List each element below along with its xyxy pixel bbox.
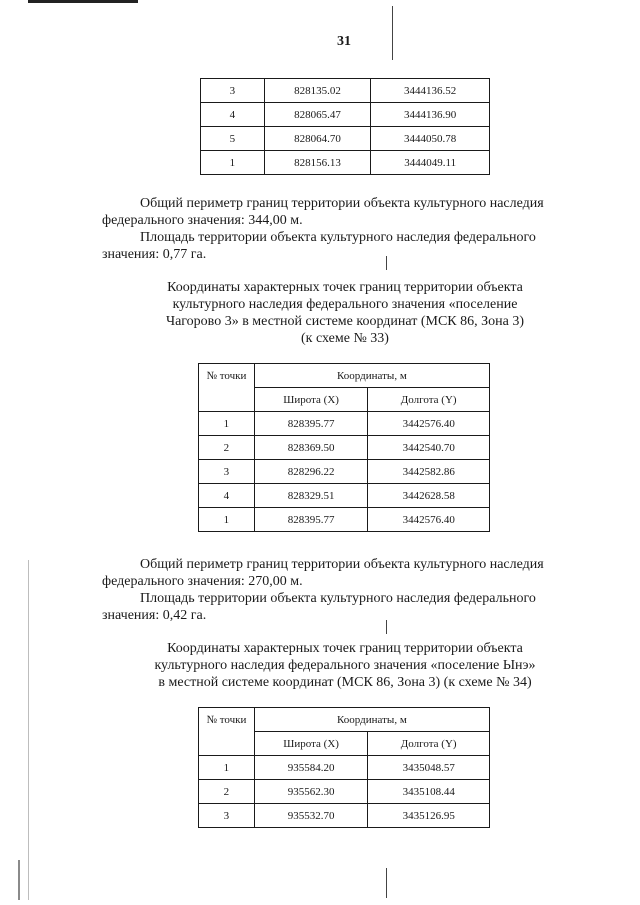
area-text-line: Площадь территории объекта культурного наследия федерального — [140, 591, 536, 606]
latitude-cell: 828369.50 — [254, 436, 368, 460]
latitude-cell: 935584.20 — [254, 756, 368, 780]
section-heading — [112, 279, 578, 347]
longitude-cell: 3442540.70 — [368, 436, 490, 460]
longitude-header: Долгота (Y) — [368, 388, 490, 412]
point-number-cell: 4 — [199, 484, 255, 508]
perimeter-text-line: Общий периметр границ территории объекта культурного наследия — [140, 557, 544, 572]
scan-edge-mark — [392, 6, 393, 60]
coordinates-table-continuation — [200, 78, 490, 175]
table-row — [201, 79, 490, 103]
section-heading — [112, 640, 578, 691]
longitude-cell: 3444050.78 — [371, 127, 490, 151]
table-row — [199, 412, 490, 436]
latitude-cell: 828395.77 — [254, 412, 368, 436]
point-number-cell: 3 — [199, 804, 255, 828]
heading-line: Чагорово 3» в местной системе координат (МСК 86, Зона 3) — [165, 314, 525, 329]
latitude-cell: 828296.22 — [254, 460, 368, 484]
longitude-cell: 3442628.58 — [368, 484, 490, 508]
longitude-cell: 3435126.95 — [368, 804, 490, 828]
perimeter-text-line: Общий периметр границ территории объекта культурного наследия — [140, 196, 544, 211]
latitude-cell: 935562.30 — [254, 780, 368, 804]
page-number: 31 — [337, 34, 351, 49]
coordinates-table-scheme-33 — [198, 363, 490, 532]
longitude-cell: 3444136.52 — [371, 79, 490, 103]
longitude-cell: 3435108.44 — [368, 780, 490, 804]
table-row — [199, 436, 490, 460]
longitude-cell: 3442582.86 — [368, 460, 490, 484]
table-row — [201, 151, 490, 175]
point-number-cell: 5 — [201, 127, 265, 151]
area-text-line: Площадь территории объекта культурного наследия федерального — [140, 230, 536, 245]
point-number-header: № точки — [199, 708, 255, 756]
table-row — [201, 127, 490, 151]
point-number-cell: 2 — [199, 436, 255, 460]
coordinates-table-scheme-34 — [198, 707, 490, 828]
perimeter-paragraph — [102, 556, 586, 590]
point-number-cell: 1 — [201, 151, 265, 175]
heading-line: в местной системе координат (МСК 86, Зона 3) (к схеме № 34) — [158, 675, 532, 690]
table-row — [199, 756, 490, 780]
point-number-cell: 2 — [199, 780, 255, 804]
area-paragraph — [102, 590, 586, 624]
table-row — [199, 460, 490, 484]
latitude-cell: 828156.13 — [264, 151, 371, 175]
area-text-line: значения: 0,77 га. — [102, 247, 207, 262]
longitude-cell: 3442576.40 — [368, 412, 490, 436]
latitude-cell: 828395.77 — [254, 508, 368, 532]
table-row — [199, 780, 490, 804]
point-number-cell: 1 — [199, 412, 255, 436]
latitude-header: Широта (X) — [254, 388, 368, 412]
table-row — [199, 804, 490, 828]
longitude-cell: 3435048.57 — [368, 756, 490, 780]
point-number-cell: 4 — [201, 103, 265, 127]
scan-edge-mark — [18, 860, 20, 900]
latitude-cell: 935532.70 — [254, 804, 368, 828]
point-number-cell: 1 — [199, 508, 255, 532]
perimeter-paragraph — [102, 195, 586, 229]
latitude-cell: 828135.02 — [264, 79, 371, 103]
table-row — [201, 103, 490, 127]
latitude-cell: 828329.51 — [254, 484, 368, 508]
table-row — [199, 484, 490, 508]
heading-line: Координаты характерных точек границ территории объекта — [167, 280, 523, 295]
table-header-row — [199, 364, 490, 388]
coordinates-header: Координаты, м — [254, 708, 489, 732]
heading-line: культурного наследия федерального значения «поселение — [172, 297, 518, 312]
longitude-header: Долгота (Y) — [368, 732, 490, 756]
coordinates-header: Координаты, м — [254, 364, 489, 388]
area-text-line: значения: 0,42 га. — [102, 608, 207, 623]
scan-edge-mark — [28, 560, 29, 900]
longitude-cell: 3444136.90 — [371, 103, 490, 127]
heading-line: культурного наследия федерального значения «поселение Ынэ» — [154, 658, 536, 673]
heading-line: (к схеме № 33) — [301, 331, 389, 346]
perimeter-text-line: федерального значения: 270,00 м. — [102, 574, 303, 589]
longitude-cell: 3442576.40 — [368, 508, 490, 532]
area-paragraph — [102, 229, 586, 263]
heading-line: Координаты характерных точек границ территории объекта — [167, 641, 523, 656]
longitude-cell: 3444049.11 — [371, 151, 490, 175]
perimeter-text-line: федерального значения: 344,00 м. — [102, 213, 303, 228]
latitude-cell: 828065.47 — [264, 103, 371, 127]
point-number-cell: 1 — [199, 756, 255, 780]
table-row — [199, 508, 490, 532]
scan-edge-mark — [28, 0, 138, 3]
scan-edge-mark — [386, 868, 387, 898]
latitude-cell: 828064.70 — [264, 127, 371, 151]
point-number-cell: 3 — [199, 460, 255, 484]
latitude-header: Широта (X) — [254, 732, 368, 756]
point-number-cell: 3 — [201, 79, 265, 103]
table-header-row — [199, 708, 490, 732]
point-number-header: № точки — [199, 364, 255, 412]
